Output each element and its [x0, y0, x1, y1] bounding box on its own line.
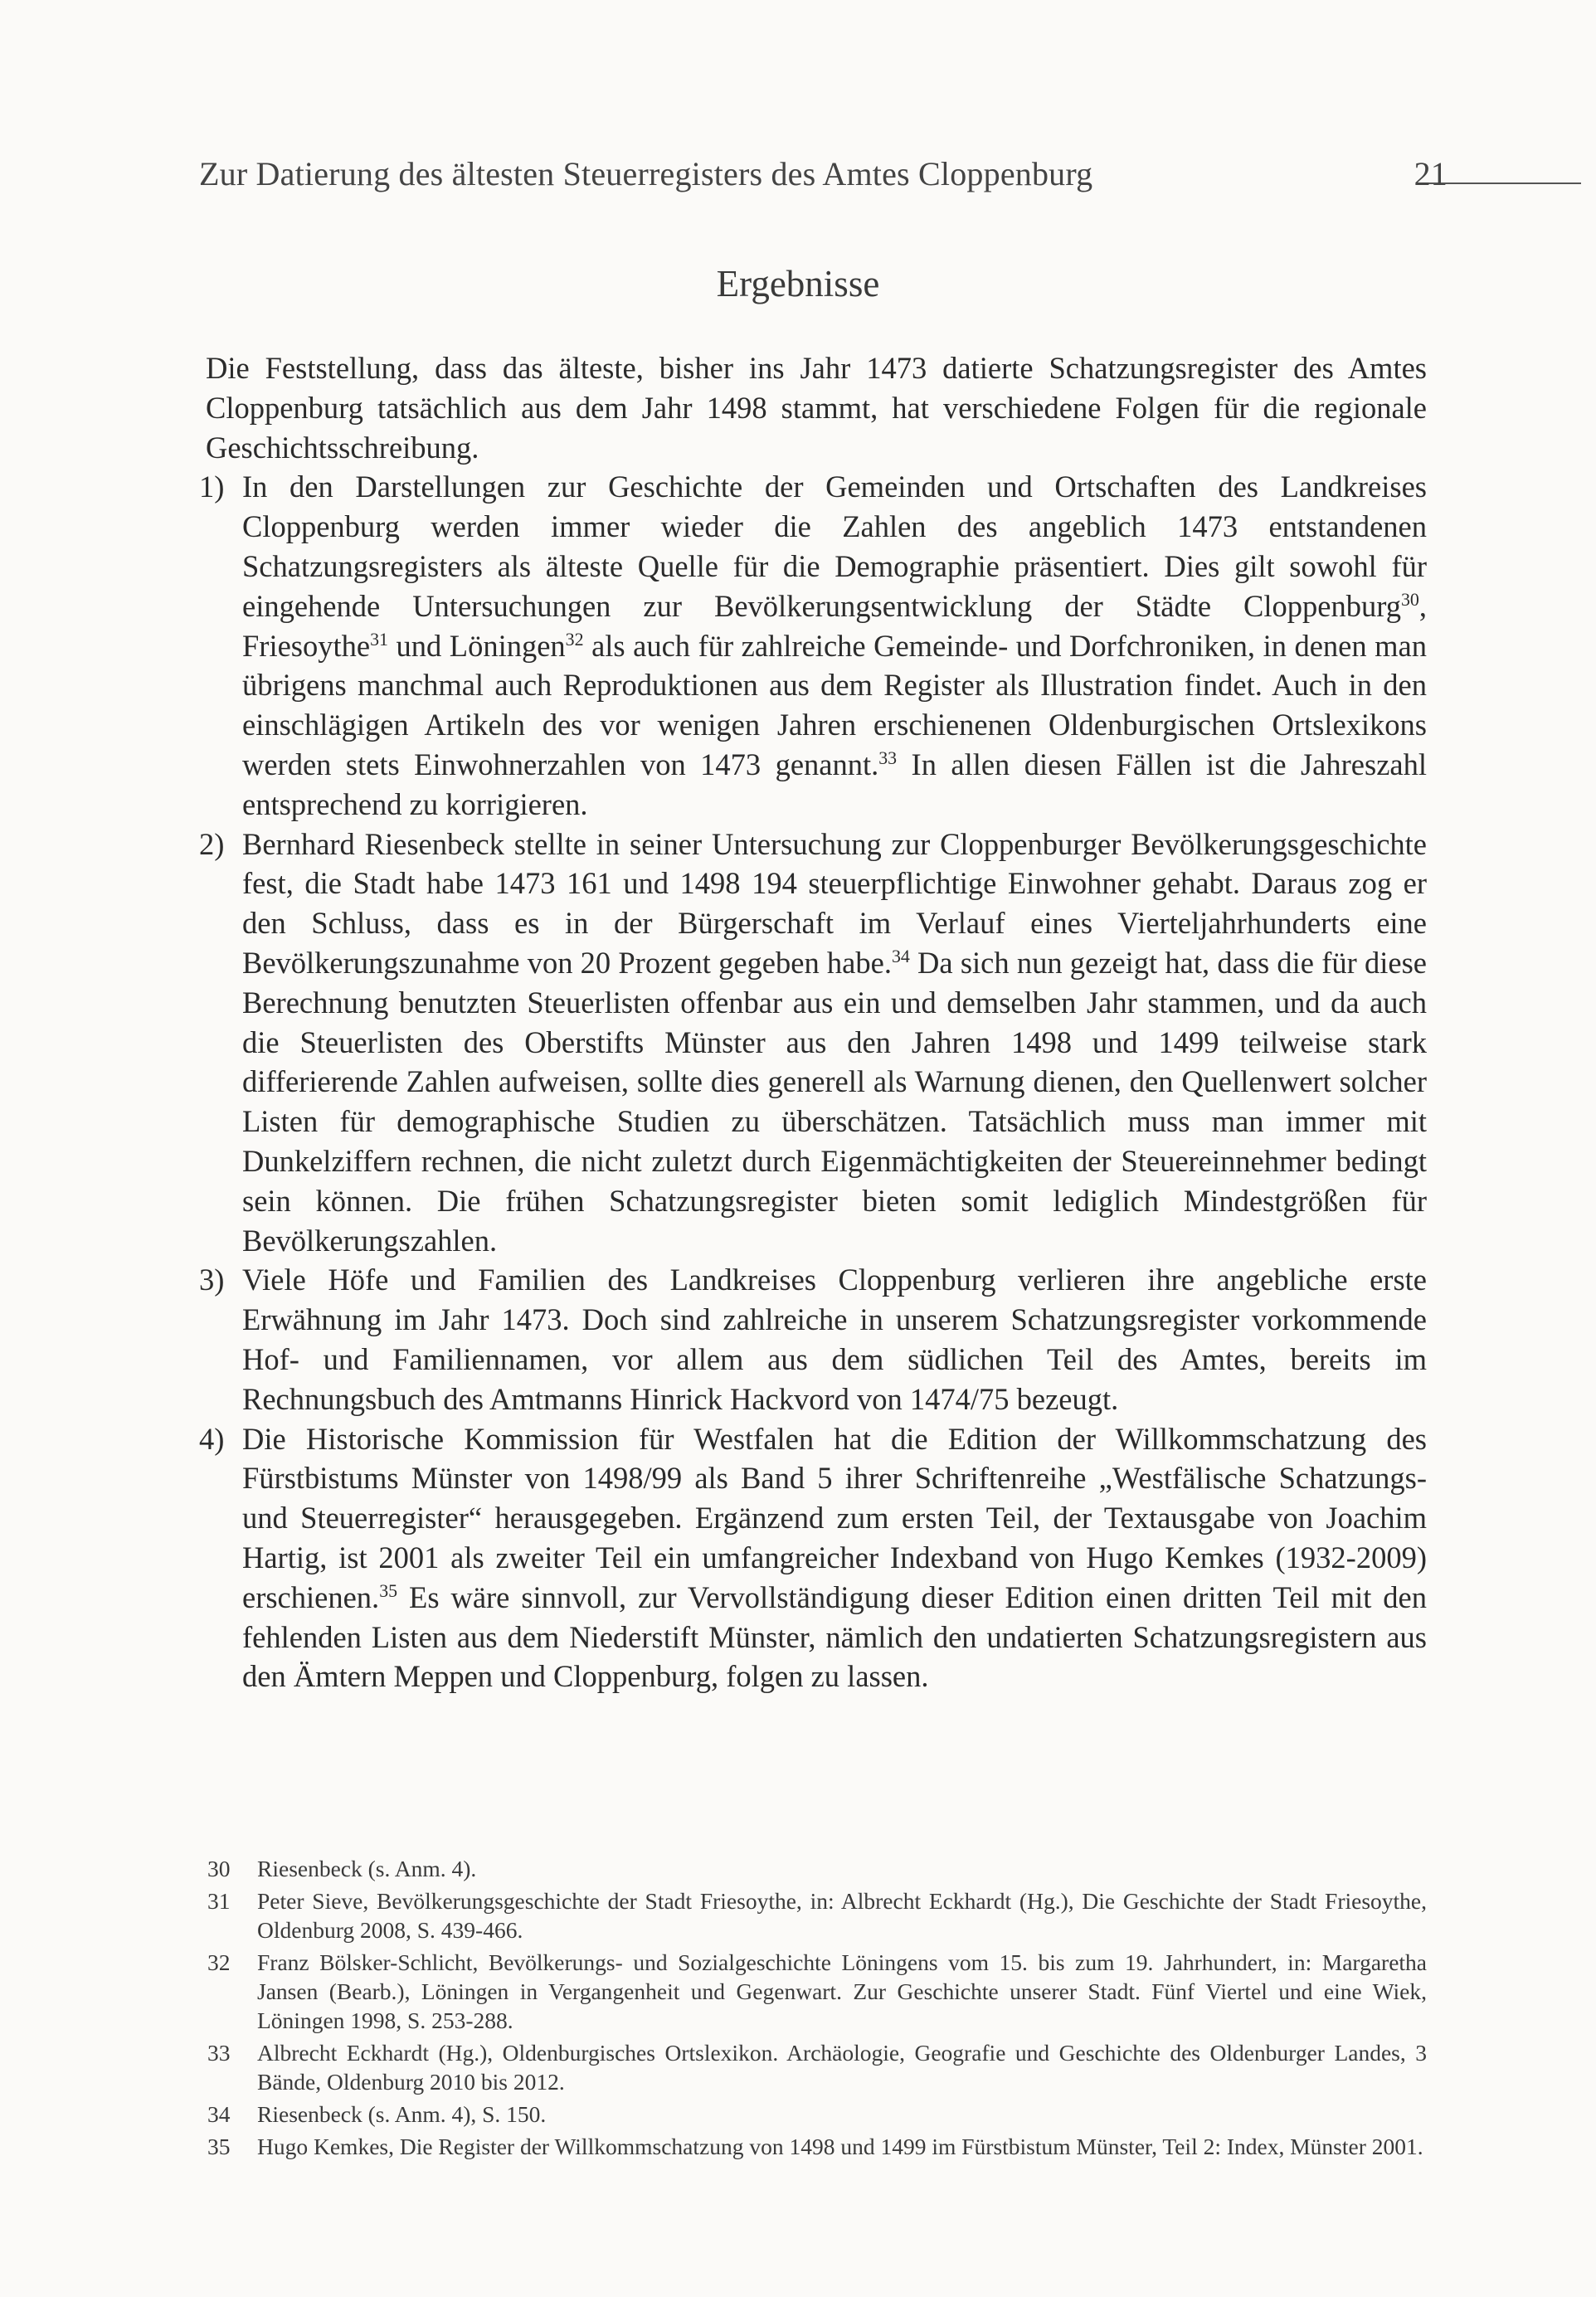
footnote-text: Peter Sieve, Bevölkerungsgeschichte der Stadt Friesoythe, in: Albrecht Eckhardt (Hg.), Die Geschichte der Stadt Friesoythe, Oldenburg 2008, S. 439-466. [257, 1888, 1427, 1943]
footnote-ref[interactable]: 35 [379, 1579, 398, 1601]
footnote-ref[interactable]: 31 [370, 628, 388, 650]
item-text: In allen diesen Fällen ist die Jahreszahl entsprechend zu korrigieren. [242, 747, 1427, 821]
list-item [199, 825, 1427, 1261]
page-number: 21 [1414, 155, 1448, 192]
footnote-number: 35 [207, 2134, 231, 2159]
header-rule [1427, 182, 1581, 184]
list-item [199, 467, 1427, 824]
item-text: Es wäre sinnvoll, zur Vervollständigung dieser Edition einen dritten Teil mit den fehlenden Listen aus dem Niederstift Münster, nämlich den undatierten Schatzungsregistern aus den Ämtern Meppen und Cloppenburg, folgen zu lassen. [242, 1579, 1427, 1694]
running-title: Zur Datierung des ältesten Steuerregisters des Amtes Cloppenburg [199, 155, 1093, 192]
item-text: Viele Höfe und Familien des Landkreises Cloppenburg verlieren ihre angebliche erste Erwähnung im Jahr 1473. Doch sind zahlreiche in unserem Schatzungsregister vorkommende Hof- und Familiennamen, vor allem aus dem südlichen Teil des Amtes, bereits im Rechnungsbuch des Amtmanns Hinrick Hackvord von 1474/75 bezeugt. [242, 1263, 1427, 1416]
item-number: 3) [199, 1263, 225, 1297]
footnote-number: 34 [207, 2101, 231, 2127]
item-text: In den Darstellungen zur Geschichte der Gemeinden und Ortschaften des Landkreises Cloppenburg werden immer wieder die Zahlen des angeblich 1473 entstandenen Schatzungsregisters als älteste Quelle für die Demographie präsentiert. Dies gilt sowohl für eingehende Untersuchungen zur Bevölkerungsentwicklung der Städte Cloppenburg [242, 470, 1427, 623]
footnote [207, 2100, 1427, 2129]
item-text: als auch für zahlreiche Gemeinde- und Dorfchroniken, in denen man übrigens manchmal auch Reproduktionen aus dem Register als Illustration findet. Auch in den einschlägigen Artikeln des vor wenigen Jahren erschienenen Oldenburgischen Ortslexikons werden stets Einwohnerzahlen von 1473 genannt. [242, 628, 1427, 781]
footnote-ref[interactable]: 30 [1400, 588, 1419, 610]
footnotes [207, 1854, 1427, 2164]
footnote-number: 30 [207, 1856, 231, 1881]
footnote-ref[interactable]: 33 [878, 747, 898, 768]
footnote-ref[interactable]: 32 [565, 628, 584, 650]
footnote-text: Hugo Kemkes, Die Register der Willkommschatzung von 1498 und 1499 im Fürstbistum Münster, Teil 2: Index, Münster 2001. [257, 2134, 1423, 2159]
item-text: Bernhard Riesenbeck stellte in seiner Untersuchung zur Cloppenburger Bevölkerungsgeschichte fest, die Stadt habe 1473 161 und 1498 194 steuerpflichtige Einwohner gehabt. Daraus zog er den Schluss, dass es in der Bürgerschaft im Verlauf eines Vierteljahrhunderts eine Bevölkerungszunahme von 20 Prozent gegeben habe. [242, 826, 1427, 980]
footnote-text: Albrecht Eckhardt (Hg.), Oldenburgisches Ortslexikon. Archäologie, Geografie und Geschichte des Oldenburger Landes, 3 Bände, Oldenburg 2010 bis 2012. [257, 2040, 1427, 2095]
footnote-number: 31 [207, 1888, 231, 1914]
item-text: und Löningen [387, 628, 566, 663]
footnote [207, 2038, 1427, 2096]
item-number: 2) [199, 826, 225, 861]
footnote [207, 2132, 1427, 2161]
body-text [199, 348, 1427, 1696]
section-heading: Ergebnisse [716, 263, 880, 304]
footnote [207, 1948, 1427, 2035]
intro-paragraph: Die Feststellung, dass das älteste, bisher ins Jahr 1473 datierte Schatzungsregister des Amtes Cloppenburg tatsächlich aus dem Jahr 1498 stammt, hat verschiedene Folgen für die regionale Geschichtsschreibung. [206, 351, 1427, 465]
results-list [199, 467, 1427, 1696]
footnote [207, 1886, 1427, 1944]
item-text: Die Historische Kommission für Westfalen hat die Edition der Willkommschatzung des Fürstbistums Münster von 1498/99 als Band 5 ihrer Schriftenreihe „Westfälische Schatzungs- und Steuerregister“ herausgegeben. Ergänzend zum ersten Teil, der Textausgabe von Joachim Hartig, ist 2001 als zweiter Teil ein umfangreicher Indexband von Hugo Kemkes (1932-2009) erschienen. [242, 1421, 1427, 1614]
footnote-text: Franz Bölsker-Schlicht, Bevölkerungs- und Sozialgeschichte Löningens vom 15. bis zum 19. Jahrhundert, in: Margaretha Jansen (Bearb.), Löningen in Vergangenheit und Gegenwart. Zur Geschichte unserer Stadt. Fünf Viertel und eine Wiek, Löningen 1998, S. 253-288. [257, 1949, 1427, 2033]
footnote-text: Riesenbeck (s. Anm. 4). [257, 1856, 477, 1881]
item-text: Da sich nun gezeigt hat, dass die für diese Berechnung benutzten Steuerlisten offenbar aus ein und demselben Jahr stammen, und da auch die Steuerlisten des Oberstifts Münster aus den Jahren 1498 und 1499 teilweise stark differierende Zahlen aufweisen, sollte dies generell als Warnung dienen, den Quellenwert solcher Listen für demographische Studien zu überschätzen. Tatsächlich muss man immer mit Dunkelziffern rechnen, die nicht zuletzt durch Eigenmächtigkeiten der Steuereinnehmer bedingt sein können. Die frühen Schatzungsregister bieten somit lediglich Mindestgrößen für Bevölkerungszahlen. [242, 945, 1427, 1258]
footnote-text: Riesenbeck (s. Anm. 4), S. 150. [257, 2101, 547, 2127]
list-item [199, 1260, 1427, 1419]
item-number: 1) [199, 470, 225, 504]
footnote-ref[interactable]: 34 [891, 945, 910, 966]
footnote-number: 32 [207, 1949, 231, 1975]
footnote-number: 33 [207, 2040, 231, 2066]
footnote [207, 1854, 1427, 1883]
list-item [199, 1419, 1427, 1697]
item-number: 4) [199, 1421, 225, 1456]
item-text: , Friesoythe [242, 588, 1427, 663]
running-header [199, 154, 1448, 204]
